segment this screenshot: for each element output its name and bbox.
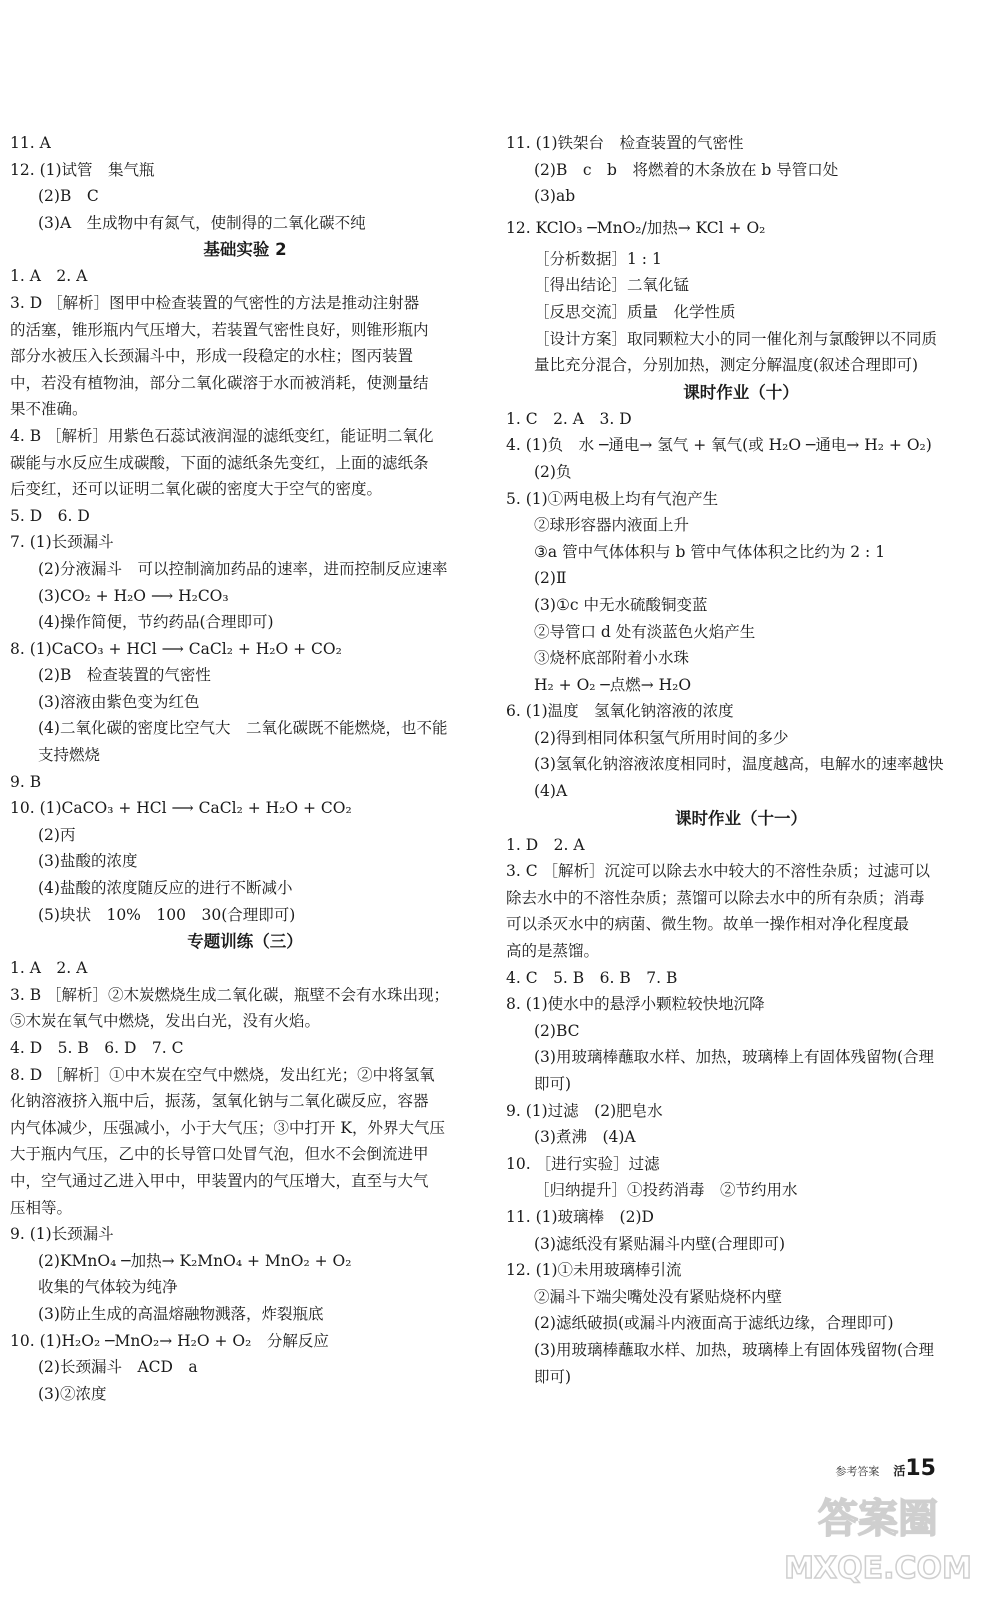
page-footer [835, 1456, 936, 1481]
answer-line: 除去水中的不溶性杂质；蒸馏可以除去水中的所有杂质；消毒 [506, 888, 925, 907]
answer-line: ②球形容器内液面上升 [534, 516, 690, 535]
answer-line: (2)长颈漏斗 ACD a [38, 1358, 198, 1377]
answer-line: 8. (1)CaCO₃ + HCl ⟶ CaCl₂ + H₂O + CO₂ [10, 639, 342, 658]
answer-line: (5)块状 10% 100 30(合理即可) [38, 905, 296, 924]
answer-line: 高的是蒸馏。 [506, 942, 600, 961]
answer-line: (3)用玻璃棒蘸取水样、加热，玻璃棒上有固体残留物(合理 [534, 1048, 935, 1067]
answer-line: (2)得到相同体积氢气所用时间的多少 [534, 728, 789, 747]
answer-line: ［设计方案］取同颗粒大小的同一催化剂与氯酸钾以不同质 [534, 329, 938, 348]
watermark-line1: 答案圈 [818, 1496, 938, 1542]
answer-line: (3)溶液由紫色变为红色 [38, 692, 200, 711]
answer-line: 1. A 2. A [10, 959, 88, 978]
footer-label: 参考答案 [835, 1465, 880, 1478]
section-title: 课时作业（十一） [675, 808, 807, 828]
answer-line: 4. D 5. B 6. D 7. C [10, 1039, 184, 1057]
answer-line: 9. (1)长颈漏斗 [10, 1225, 114, 1244]
answer-line: (2)丙 [38, 825, 76, 844]
answer-line: (3)A 生成物中有氮气，使制得的二氧化碳不纯 [38, 213, 366, 232]
answer-line: 后变红，还可以证明二氧化碳的密度大于空气的密度。 [10, 480, 383, 499]
right-answer-column [506, 130, 976, 1390]
answer-line: 5. D 6. D [10, 506, 90, 525]
answer-line: ［得出结论］二氧化锰 [534, 276, 690, 295]
answer-line: 3. C ［解析］沉淀可以除去水中较大的不溶性杂质；过滤可以 [506, 862, 931, 881]
answer-line: (2)负 [534, 462, 572, 481]
answer-line: 5. (1)①两电极上均有气泡产生 [506, 489, 719, 508]
answer-line: ③a 管中气体体积与 b 管中气体体积之比约为 2 : 1 [534, 542, 886, 561]
answer-line: (3)氢氧化钠溶液浓度相同时，温度越高，电解水的速率越快 [534, 755, 944, 774]
answer-line: 的活塞，锥形瓶内气压增大，若装置气密性良好，则锥形瓶内 [10, 320, 429, 339]
answer-line: (3)CO₂ + H₂O ⟶ H₂CO₃ [38, 586, 229, 605]
answer-line: (2)KMnO₄ ─加热→ K₂MnO₄ + MnO₂ + O₂ [38, 1251, 352, 1270]
answer-line: 4. C 5. B 6. B 7. B [506, 968, 678, 987]
answer-line: 果不准确。 [10, 400, 88, 419]
watermark-line2: MXQE.COM [784, 1551, 972, 1586]
page-number: 15 [905, 1456, 936, 1481]
answer-line: 11. A [10, 134, 51, 152]
answer-line: 大于瓶内气压，乙中的长导管口处冒气泡，但水不会倒流进甲 [10, 1145, 429, 1164]
answer-line: (3)②浓度 [38, 1384, 107, 1403]
answer-line: (3)滤纸没有紧贴漏斗内壁(合理即可) [534, 1234, 786, 1253]
answer-line: (3)ab [534, 187, 576, 206]
answer-line: 内气体减少，压强减小，小于大气压；③中打开 K，外界大气压 [10, 1118, 446, 1137]
answer-line: (2)B C [38, 187, 99, 206]
answer-line: 支持燃烧 [38, 746, 101, 765]
site-watermark-logo [778, 1480, 978, 1590]
section-title: 专题训练（三） [187, 932, 303, 952]
answer-line: H₂ + O₂ ─点燃→ H₂O [534, 675, 692, 694]
answer-line: 即可) [534, 1367, 572, 1386]
answer-line: 化钠溶液挤入瓶中后，振荡，氢氧化钠与二氧化碳反应，容器 [10, 1092, 429, 1111]
answer-line: 11. (1)铁架台 检查装置的气密性 [506, 134, 744, 152]
answer-line: 即可) [534, 1075, 572, 1093]
answer-line: (3)煮沸 (4)A [534, 1128, 636, 1147]
answer-line: 12. (1)试管 集气瓶 [10, 160, 155, 179]
answer-line: 中，若没有植物油，部分二氧化碳溶于水而被消耗，使测量结 [10, 373, 429, 392]
answer-line: (3)盐酸的浓度 [38, 852, 138, 871]
answer-line: 9. B [10, 772, 42, 791]
answer-line: 1. D 2. A [506, 835, 585, 854]
answer-line: 部分水被压入长颈漏斗中，形成一段稳定的水柱；图丙装置 [10, 347, 414, 366]
answer-line: 8. (1)使水中的悬浮小颗粒较快地沉降 [506, 995, 765, 1014]
answer-line: 7. (1)长颈漏斗 [10, 533, 114, 552]
section-title: 课时作业（十） [683, 382, 799, 402]
answer-line: 11. (1)玻璃棒 (2)D [506, 1207, 654, 1226]
answer-line: 8. D ［解析］①中木炭在空气中燃烧，发出红光；②中将氢氧 [10, 1065, 435, 1084]
answer-line: (4)盐酸的浓度随反应的进行不断减小 [38, 879, 293, 898]
answer-line: ［归纳提升］①投药消毒 ②节约用水 [534, 1181, 798, 1200]
answer-line: 10. (1)CaCO₃ + HCl ⟶ CaCl₂ + H₂O + CO₂ [10, 799, 352, 818]
answer-line: 中，空气通过乙进入甲中，甲装置内的气压增大，直至与大气 [10, 1171, 429, 1190]
answer-line: ②导管口 d 处有淡蓝色火焰产生 [534, 622, 756, 641]
page-prefix: 活 [893, 1464, 906, 1478]
answer-line: ⑤木炭在氧气中燃烧，发出白光，没有火焰。 [10, 1012, 321, 1031]
answer-line: (3)防止生成的高温熔融物溅落，炸裂瓶底 [38, 1304, 324, 1323]
section-title: 基础实验 2 [203, 240, 287, 260]
answer-line: ③烧杯底部附着小水珠 [534, 649, 690, 668]
answer-line: 可以杀灭水中的病菌、微生物。故单一操作相对净化程度最 [506, 915, 910, 934]
answer-line: 4. (1)负 水 ─通电→ 氢气 + 氧气(或 H₂O ─通电→ H₂ + O₂) [506, 436, 932, 455]
answer-line: 6. (1)温度 氢氧化钠溶液的浓度 [506, 702, 734, 721]
answer-line: 3. B ［解析］②木炭燃烧生成二氧化碳，瓶壁不会有水珠出现； [10, 985, 450, 1004]
answer-line: ［反思交流］质量 化学性质 [534, 302, 736, 321]
answer-line: 收集的气体较为纯净 [38, 1278, 178, 1297]
answer-line: ［分析数据］1 : 1 [534, 249, 662, 268]
answer-line: 9. (1)过滤 (2)肥皂水 [506, 1101, 663, 1120]
answer-line: 10. ［进行实验］过滤 [506, 1154, 660, 1173]
answer-line: (4)A [534, 782, 568, 801]
answer-line: 12. (1)①未用玻璃棒引流 [506, 1261, 682, 1280]
answer-line: ②漏斗下端尖嘴处没有紧贴烧杯内壁 [534, 1287, 783, 1306]
answer-line: (2)滤纸破损(或漏斗内液面高于滤纸边缘，合理即可) [534, 1314, 894, 1333]
answer-line: (2)Ⅱ [534, 569, 567, 588]
answer-line: (4)操作简便，节约药品(合理即可) [38, 613, 274, 632]
answer-line: 压相等。 [10, 1198, 73, 1217]
answer-line: 4. B ［解析］用紫色石蕊试液润湿的滤纸变红，能证明二氧化 [10, 426, 434, 445]
answer-line: 3. D ［解析］图甲中检查装置的气密性的方法是推动注射器 [10, 293, 420, 312]
answer-line: (2)BC [534, 1021, 580, 1040]
answer-line: 1. C 2. A 3. D [506, 409, 632, 428]
left-answer-column [10, 130, 480, 1407]
answer-line: (4)二氧化碳的密度比空气大 二氧化碳既不能燃烧，也不能 [38, 719, 448, 738]
answer-line: (2)分液漏斗 可以控制滴加药品的速率，进而控制反应速率 [38, 559, 448, 578]
answer-line: 量比充分混合，分别加热，测定分解温度(叙述合理即可) [534, 356, 919, 375]
answer-line: 1. A 2. A [10, 267, 88, 286]
answer-line: 10. (1)H₂O₂ ─MnO₂→ H₂O + O₂ 分解反应 [10, 1331, 329, 1350]
answer-line: (3)①c 中无水硫酸铜变蓝 [534, 595, 708, 614]
answer-line: (3)用玻璃棒蘸取水样、加热，玻璃棒上有固体残留物(合理 [534, 1340, 935, 1359]
answer-line: (2)B c b 将燃着的木条放在 b 导管口处 [534, 160, 839, 179]
answer-line: (2)B 检查装置的气密性 [38, 666, 211, 685]
answer-line: 碳能与水反应生成碳酸，下面的滤纸条先变红，上面的滤纸条 [10, 453, 429, 472]
answer-line: 12. KClO₃ ─MnO₂/加热→ KCl + O₂ [506, 218, 766, 237]
